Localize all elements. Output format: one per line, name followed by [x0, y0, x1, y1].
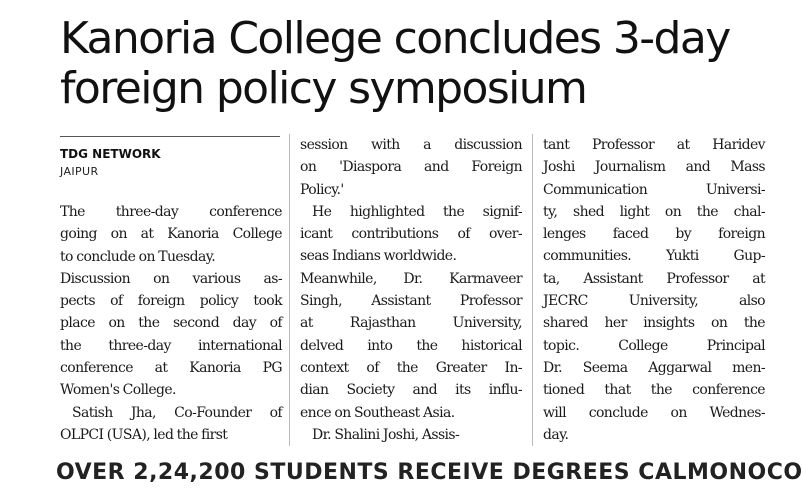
article-line: Meanwhile, Dr. Karmaveer [300, 270, 522, 287]
article-line: The three-day conference [60, 204, 282, 220]
article-line: communities. Yukti Gup- [543, 248, 765, 265]
article-line: will conclude on Wednes- [543, 404, 765, 421]
article-line: seas Indians worldwide. [300, 248, 457, 265]
article-line: ty, shed light on the chal- [543, 203, 765, 220]
byline-network: TDG NETWORK [60, 147, 161, 161]
article-line: to conclude on Tuesday. [60, 248, 216, 265]
article-line: Singh, Assistant Professor [300, 293, 522, 310]
next-article-headline-fragment: OVER 2,24,200 STUDENTS RECEIVE DEGREES CALMONOCO [56, 460, 803, 485]
article-column-1 [60, 201, 282, 446]
article-line: He highlighted the signif- [312, 203, 522, 220]
article-line: going on at Kanoria College [60, 226, 282, 243]
article-line: JECRC University, also [543, 293, 765, 310]
headline-line: Kanoria College concludes 3-day [60, 13, 730, 64]
article-line: Policy.' [300, 181, 344, 198]
article-line: delved into the historical [300, 337, 522, 354]
article-column-2 [300, 134, 522, 446]
article-line: the three-day international [60, 337, 282, 354]
byline-divider [60, 136, 280, 137]
article-line: at Rajasthan University, [300, 315, 522, 332]
article-line: Joshi Journalism and Mass [543, 159, 765, 176]
article-line: Dr. Shalini Joshi, Assis- [312, 426, 460, 443]
article-line: tant Professor at Haridev [543, 137, 765, 153]
article-line: conference at Kanoria PG [60, 360, 282, 377]
article-line: ence on Southeast Asia. [300, 404, 455, 421]
article-line: icant contributions of over- [300, 226, 522, 243]
byline [60, 146, 280, 180]
article-line: day. [543, 426, 569, 443]
article-line: lenges faced by foreign [543, 226, 765, 243]
article-line: Women's College. [60, 382, 176, 399]
article-line: pects of foreign policy took [60, 293, 282, 310]
byline-place: JAIPUR [60, 165, 99, 178]
article-line: Discussion on various as- [60, 270, 282, 287]
headline-line: foreign policy symposium [60, 63, 587, 114]
article-line: dian Society and its influ- [300, 382, 522, 399]
article-line: place on the second day of [60, 315, 282, 332]
column-divider [289, 134, 290, 446]
article-line: on 'Diaspora and Foreign [300, 159, 522, 176]
article-line: topic. College Principal [543, 337, 765, 354]
article-line: context of the Greater In- [300, 359, 522, 376]
column-divider [532, 134, 533, 446]
article-line: tioned that the conference [543, 382, 765, 399]
article-line: OLPCI (USA), led the first [60, 426, 228, 443]
article-line: shared her insights on the [543, 315, 765, 332]
article-line: session with a discussion [300, 137, 522, 153]
article-line: Dr. Seema Aggarwal men- [543, 359, 765, 376]
article-column-3 [543, 134, 765, 446]
article-line: Communication Universi- [543, 181, 765, 198]
article-line: ta, Assistant Professor at [543, 270, 765, 287]
headline [60, 14, 760, 114]
article-line: Satish Jha, Co-Founder of [72, 404, 282, 421]
